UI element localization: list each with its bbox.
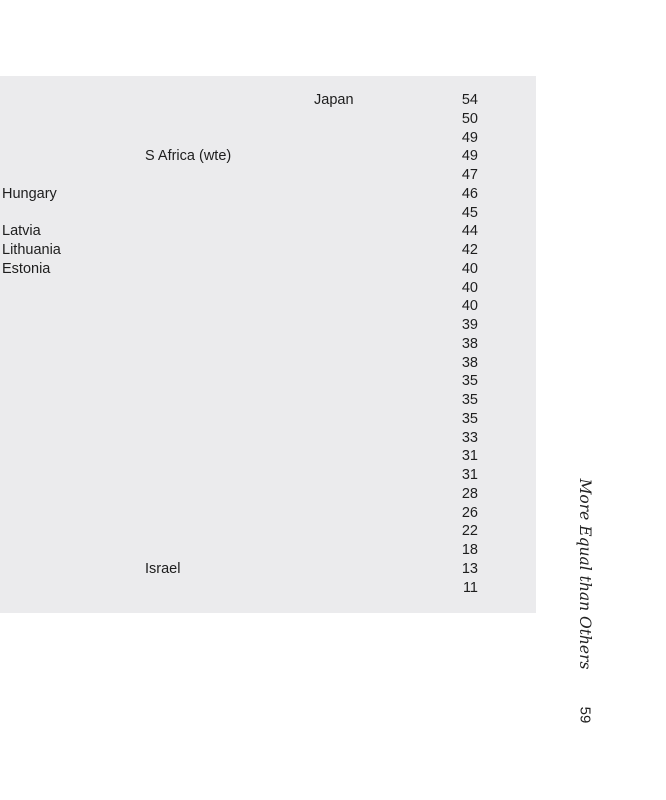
- value-cell: 31: [461, 467, 478, 483]
- table-row: [0, 222, 536, 241]
- table-row: [0, 110, 536, 129]
- value-cell: 33: [461, 429, 478, 446]
- country-label: S Africa (wte): [145, 148, 232, 165]
- table-row: [0, 166, 536, 185]
- value-cell: 40: [461, 279, 478, 296]
- value-cell: 38: [461, 354, 478, 371]
- value-cell: 54: [461, 92, 478, 108]
- country-label: Lithuania: [2, 242, 61, 258]
- value-cell: 26: [461, 504, 478, 521]
- table-row: [0, 429, 536, 448]
- table-row: [0, 335, 536, 354]
- value-cell: 42: [461, 242, 478, 258]
- table-row: [0, 560, 536, 579]
- table-row: [0, 260, 536, 279]
- value-cell: 45: [461, 204, 478, 221]
- data-table-panel: [0, 76, 536, 613]
- country-label: Japan: [314, 92, 354, 108]
- value-cell: 35: [461, 392, 478, 408]
- table-row: [0, 466, 536, 485]
- value-cell: 40: [461, 298, 478, 315]
- page-number: 59: [576, 706, 594, 724]
- value-cell: 18: [461, 542, 478, 558]
- value-cell: 31: [461, 448, 478, 465]
- country-label: Israel: [145, 560, 181, 577]
- table-row: [0, 354, 536, 373]
- table-row: [0, 147, 536, 166]
- value-cell: 47: [461, 167, 478, 183]
- value-cell: 22: [461, 523, 478, 540]
- table-row: [0, 485, 536, 504]
- value-cell: 44: [461, 223, 478, 240]
- table-row: [0, 372, 536, 391]
- value-cell: 13: [461, 560, 478, 577]
- running-title: More Equal than Others: [576, 478, 594, 670]
- table-row: [0, 129, 536, 148]
- table-row: [0, 504, 536, 523]
- table-row: [0, 185, 536, 204]
- table-row: [0, 410, 536, 429]
- value-cell: 35: [461, 373, 478, 390]
- table-row: [0, 279, 536, 298]
- value-cell: 49: [461, 148, 478, 165]
- value-cell: 28: [461, 485, 478, 502]
- value-cell: 35: [461, 410, 478, 427]
- table-row: [0, 522, 536, 541]
- table-row: [0, 579, 536, 598]
- table-row: [0, 91, 536, 110]
- value-cell: 40: [461, 260, 478, 277]
- table-row: [0, 241, 536, 260]
- table-row: [0, 297, 536, 316]
- value-cell: 39: [461, 317, 478, 333]
- value-cell: 38: [461, 335, 478, 352]
- country-label: Estonia: [2, 260, 51, 277]
- value-cell: 46: [461, 185, 478, 202]
- table-row: [0, 204, 536, 223]
- table-row: [0, 391, 536, 410]
- value-cell: 11: [462, 579, 478, 596]
- value-cell: 49: [461, 129, 478, 146]
- country-label: Latvia: [2, 223, 41, 240]
- table-row: [0, 447, 536, 466]
- table-row: [0, 316, 536, 335]
- table-row: [0, 541, 536, 560]
- country-label: Hungary: [2, 185, 57, 202]
- value-cell: 50: [461, 110, 478, 127]
